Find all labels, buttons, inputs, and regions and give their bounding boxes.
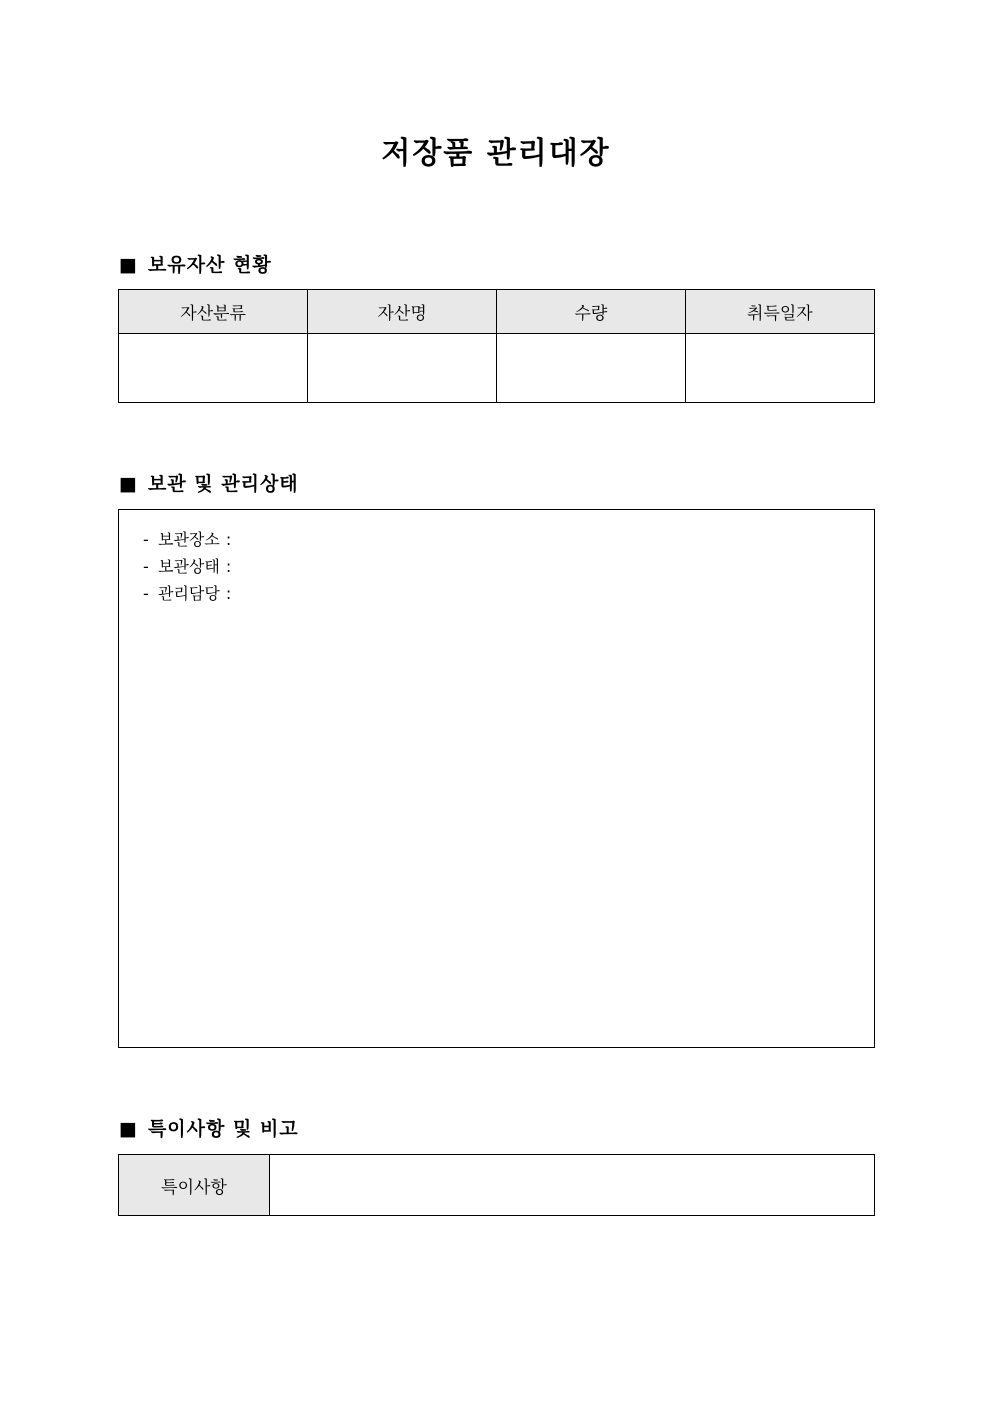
column-header-asset-name: 자산명 [308,290,497,333]
manager-label: 관리담당 [158,584,220,603]
cell-quantity[interactable] [497,333,686,402]
table-row [119,1155,874,1215]
notes-table [118,1154,875,1216]
notes-row-value[interactable] [270,1155,875,1215]
list-item [143,580,874,607]
square-bullet-icon: ■ [119,254,138,276]
column-header-quantity: 수량 [497,290,686,333]
list-item [143,526,874,553]
colon-separator: : [225,584,232,603]
column-header-acquisition-date: 취득일자 [685,290,874,333]
dash-marker: - [143,557,149,576]
storage-status-list [119,510,874,607]
colon-separator: : [225,557,232,576]
cell-asset-name[interactable] [308,333,497,402]
assets-header-row [119,290,874,333]
table-row [119,333,874,402]
storage-condition-label: 보관상태 [158,557,220,576]
section-storage-heading [119,472,299,496]
section-notes-heading [119,1117,299,1141]
square-bullet-icon: ■ [119,473,138,495]
notes-row-label: 특이사항 [119,1155,270,1215]
storage-status-box[interactable] [118,509,875,1048]
section-assets-title: 보유자산 현황 [147,254,272,276]
storage-location-label: 보관장소 [158,530,220,549]
cell-acquisition-date[interactable] [685,333,874,402]
cell-asset-category[interactable] [119,333,308,402]
colon-separator: : [225,530,232,549]
list-item [143,553,874,580]
dash-marker: - [143,530,149,549]
square-bullet-icon: ■ [119,1118,138,1140]
dash-marker: - [143,584,149,603]
column-header-asset-category: 자산분류 [119,290,308,333]
section-assets-heading [119,253,272,277]
assets-table [118,289,875,403]
section-storage-title: 보관 및 관리상태 [147,473,299,495]
document-title: 저장품 관리대장 [381,136,611,171]
section-notes-title: 특이사항 및 비고 [147,1118,299,1140]
